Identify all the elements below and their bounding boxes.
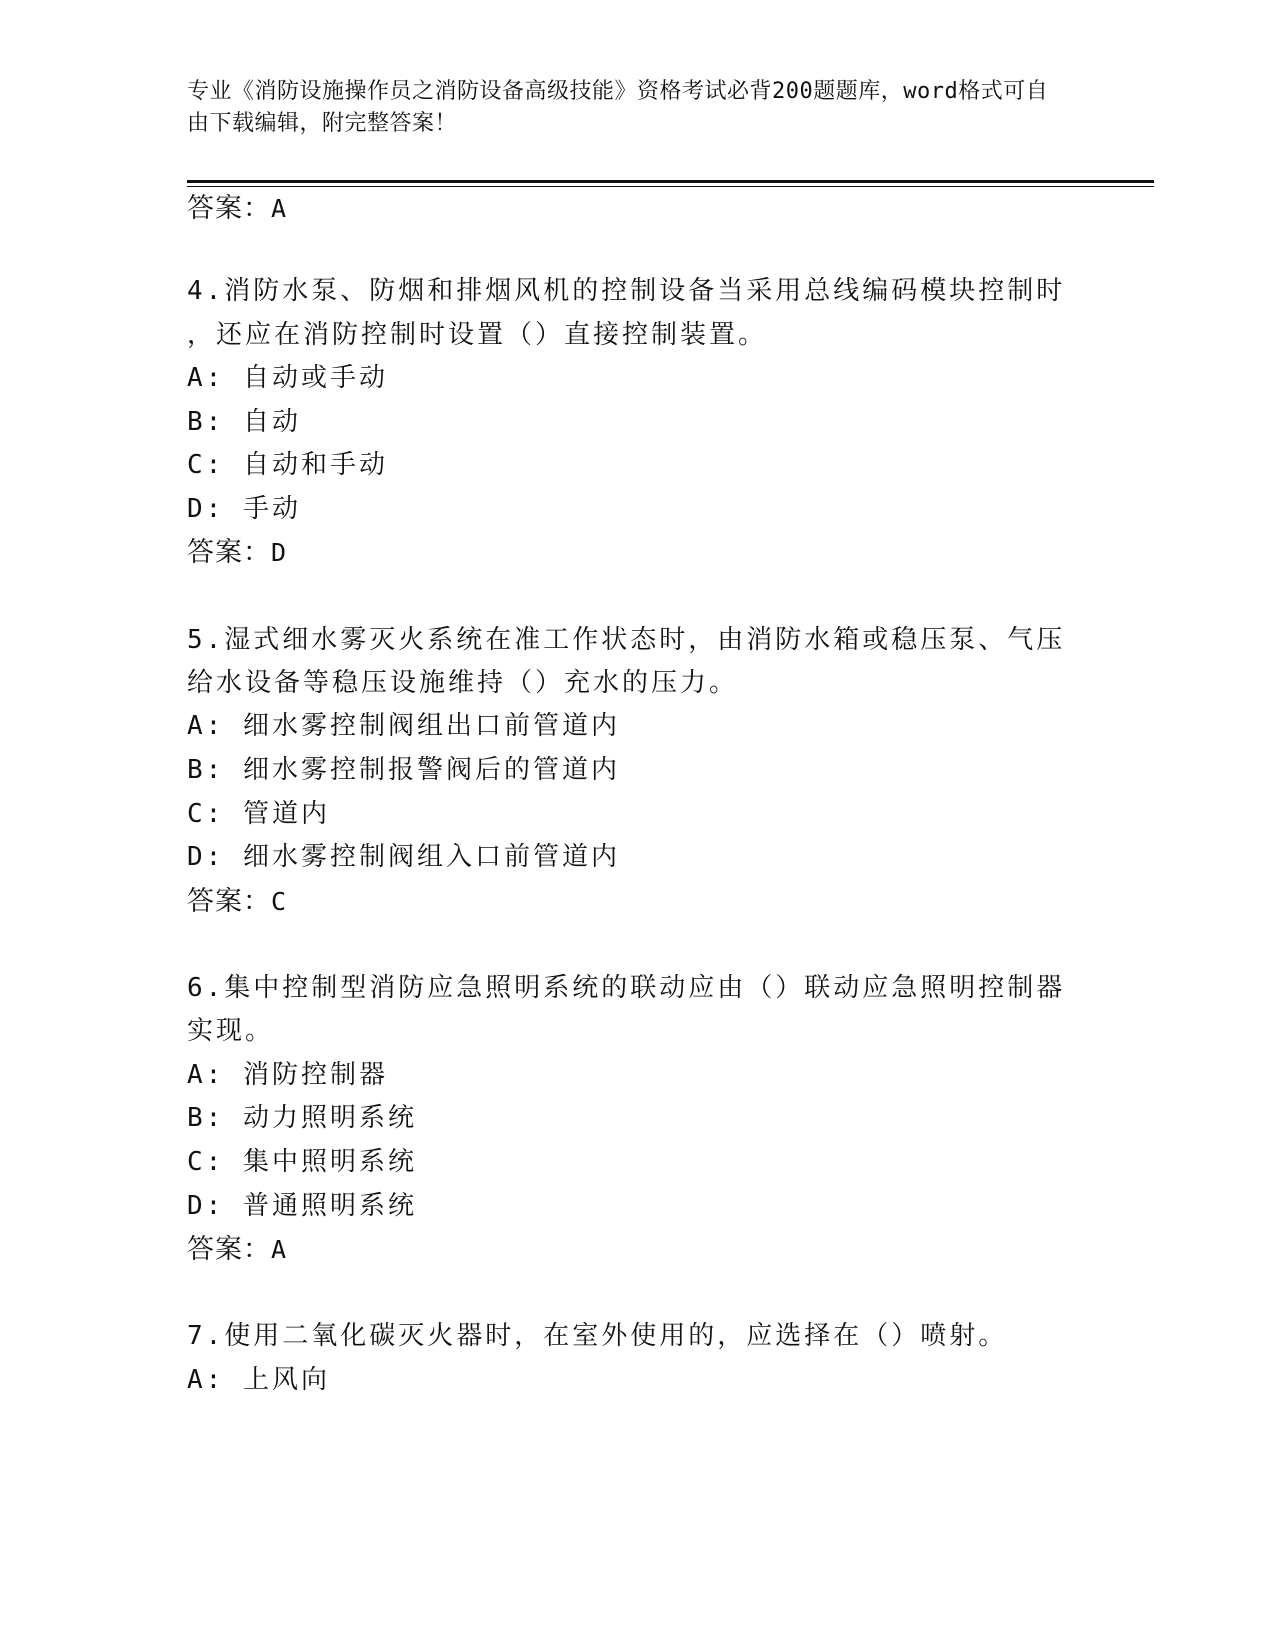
question-4-answer <box>187 535 286 570</box>
question-6-option-d: D: 普通照明系统 <box>187 1191 417 1221</box>
answer-line <box>187 191 286 226</box>
question-4-option-a: A: 自动或手动 <box>187 363 388 393</box>
question-7-line-1: 7.使用二氧化碳灭火器时，在室外使用的，应选择在（）喷射。 <box>187 1321 1008 1351</box>
question-4-option-b: B: 自动 <box>187 407 301 437</box>
header-rule-thin <box>187 186 1154 187</box>
answer-value: A <box>271 194 287 223</box>
question-6-option-b: B: 动力照明系统 <box>187 1103 417 1133</box>
question-5-option-a: A: 细水雾控制阀组出口前管道内 <box>187 711 620 741</box>
question-6-answer <box>187 1232 286 1267</box>
question-5-line-2: 给水设备等稳压设施维持（）充水的压力。 <box>187 668 739 698</box>
question-6-option-c: C: 集中照明系统 <box>187 1147 417 1177</box>
header-rule-thick <box>187 180 1154 183</box>
question-5-line-1: 5.湿式细水雾灭火系统在准工作状态时，由消防水箱或稳压泵、气压 <box>187 625 1066 655</box>
question-5-option-b: B: 细水雾控制报警阀后的管道内 <box>187 755 620 785</box>
answer-label: 答案： <box>187 886 271 916</box>
question-6-option-a: A: 消防控制器 <box>187 1060 388 1090</box>
answer-label: 答案： <box>187 537 271 567</box>
document-header: 专业《消防设施操作员之消防设备高级技能》资格考试必背200题题库，word格式可自由下载编辑，附完整答案！ <box>187 79 1049 136</box>
answer-value: A <box>271 1235 287 1264</box>
answer-label: 答案： <box>187 1234 271 1264</box>
question-4-option-c: C: 自动和手动 <box>187 450 388 480</box>
question-6-line-1: 6.集中控制型消防应急照明系统的联动应由（）联动应急照明控制器 <box>187 973 1066 1003</box>
answer-label: 答案： <box>187 193 271 223</box>
question-4-line-2: ，还应在消防控制时设置（）直接控制装置。 <box>187 320 768 350</box>
question-7-option-a: A: 上风向 <box>187 1365 330 1395</box>
answer-value: D <box>271 538 287 567</box>
question-5-option-c: C: 管道内 <box>187 799 330 829</box>
question-5-answer <box>187 884 286 919</box>
question-6-line-2: 实现。 <box>187 1016 275 1046</box>
answer-value: C <box>271 887 287 916</box>
question-4-line-1: 4.消防水泵、防烟和排烟风机的控制设备当采用总线编码模块控制时 <box>187 276 1066 306</box>
question-5-option-d: D: 细水雾控制阀组入口前管道内 <box>187 842 620 872</box>
question-4-option-d: D: 手动 <box>187 494 301 524</box>
